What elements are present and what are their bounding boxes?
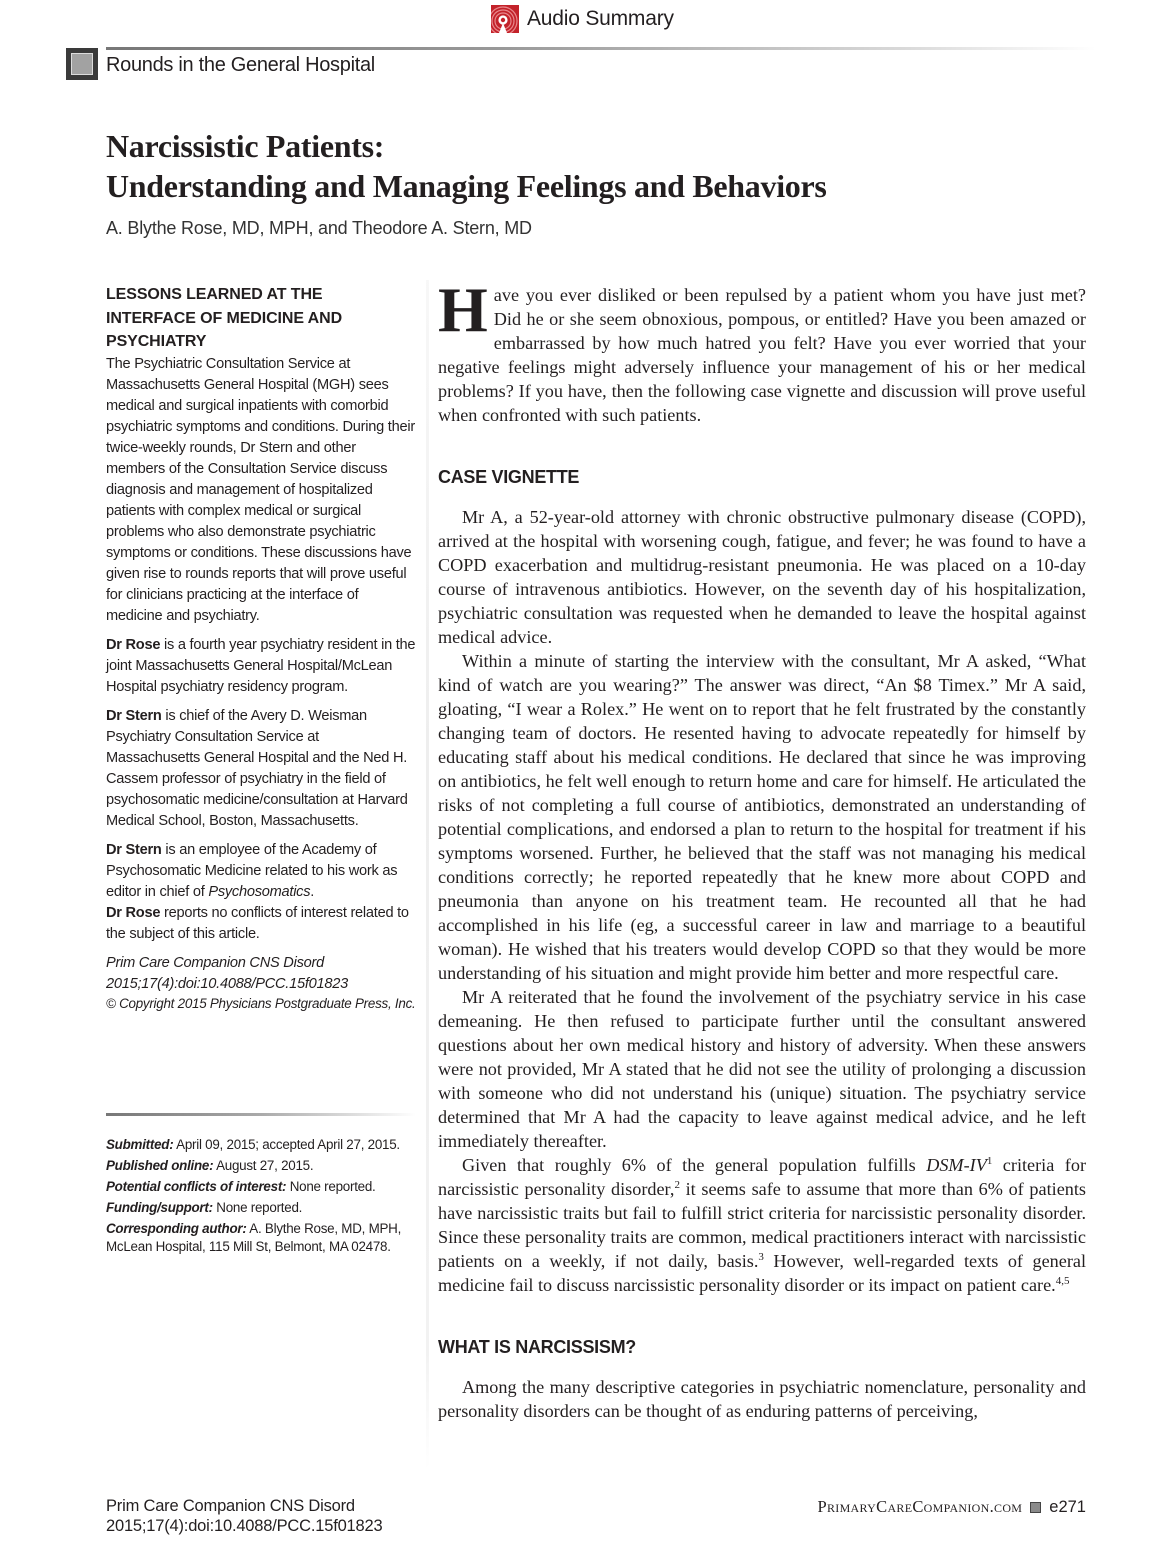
column-divider (426, 280, 429, 1470)
meta-submitted: Submitted: April 09, 2015; accepted April 27, 2015. (106, 1137, 400, 1152)
case-paragraph-2: Within a minute of starting the interview with the consultant, Mr A asked, “What kind of watch are you wearing?” The answer was direct, “An $8 Timex.” Mr A said, gloating, “I wear a Rolex.” He went on to report that he felt frustrated by the constantly changing team of doctors. He resented having to advocate repeatedly for himself by educating staff about his medical conditions. He declared that since he was improving on antibiotics, he felt well enough to return home and care for himself. He articulated the risks of not completing a full course of antibiotics, demonstrated an understanding of potential complications, and endorsed a plan to return to the hospital for treatment if his symptoms worsened. Further, he believed that the staff was not managing his medical conditions correctly; he reported repeatedly that he knew more about COPD and pneumonia than anyone on his treatment team. He recounted all that he had accomplished in his life (eg, a successful career in law and marriage to a beautiful woman). He wished that his treaters would develop COPD so that they would be more understanding of his situation and might provide him better and more respectful care. (438, 651, 1086, 983)
reference-1[interactable]: 1 (986, 1154, 993, 1167)
narcissism-paragraph-1: Among the many descriptive categories in psychiatric nomenclature, personality and personality disorders can be thought of as enduring patterns of perceiving, (438, 1377, 1086, 1421)
title-line-1: Narcissistic Patients: (106, 128, 385, 164)
section-rule (106, 47, 1096, 50)
main-column (438, 274, 1087, 1423)
meta-corresponding: Corresponding author: A. Blythe Rose, MD, MPH, McLean Hospital, 115 Mill St, Belmont, MA 02478. (106, 1221, 402, 1254)
section-title: Rounds in the General Hospital (106, 54, 375, 76)
article-authors: A. Blythe Rose, MD, MPH, and Theodore A. Stern, MD (106, 218, 532, 238)
footer-site-link[interactable]: PrimaryCareCompanion.com (817, 1497, 1023, 1516)
footer-citation: Prim Care Companion CNS Disord 2015;17(4):doi:10.4088/PCC.15f01823 (106, 1497, 383, 1535)
section-marker-icon (66, 48, 98, 80)
footer-separator-icon (1030, 1502, 1041, 1513)
audio-signal-icon (491, 5, 519, 33)
audio-summary-label: Audio Summary (527, 7, 674, 30)
page-number: e271 (1049, 1497, 1086, 1516)
sidebar-heading: LESSONS LEARNED AT THE INTERFACE OF MEDICINE AND PSYCHIATRY (106, 286, 343, 350)
citation: Prim Care Companion CNS Disord 2015;17(4):doi:10.4088/PCC.15f01823 (106, 954, 348, 992)
disclosures: Dr Stern is an employee of the Academy of Psychosomatic Medicine related to his work as editor in chief of Psychosomatics. Dr Rose reports no conflicts of interest related to the subject of this article. (106, 841, 409, 942)
copyright: © Copyright 2015 Physicians Postgraduate Press, Inc. (106, 995, 416, 1011)
article-metadata (106, 1136, 416, 1259)
title-line-2: Understanding and Managing Feelings and Behaviors (106, 168, 827, 204)
meta-conflicts: Potential conflicts of interest: None reported. (106, 1179, 376, 1194)
case-paragraph-1: Mr A, a 52-year-old attorney with chronic obstructive pulmonary disease (COPD), arrived at the hospital with worsening cough, fatigue, and fever; he was found to have a COPD exacerbation and multidrug-resistant pneumonia. He was placed on a 10-day course of intravenous antibiotics. However, on the seventh day of his hospitalization, psychiatric consultation was requested when he demanded to leave the hospital against medical advice. (438, 507, 1086, 647)
sidebar-intro: The Psychiatric Consultation Service at Massachusetts General Hospital (MGH) sees medical and surgical inpatients with comorbid psychiatric symptoms and conditions. During their twice-weekly rounds, Dr Stern and other members of the Consultation Service discuss diagnosis and management of hospitalized patients with complex medical or surgical problems who also demonstrate psychiatric symptoms or conditions. These discussions have given rise to rounds reports that will prove useful for clinicians practicing at the interface of medicine and psychiatry. (106, 355, 415, 624)
footer-right (818, 1497, 1086, 1517)
heading-what-is-narcissism: WHAT IS NARCISSISM? (438, 1337, 636, 1357)
case-paragraph-4: Given that roughly 6% of the general population fulfills DSM-$IV^1$ criteria for narcissistic personality disorder,$^2$ it seems safe to assume that more than 6% of patients have narcissistic traits but fail to fulfill strict criteria for narcissistic personality disorder. Since these personality traits are common, medical practitioners interact with narcissistic patients on a weekly, if not daily, basis.$^3$ However, well-regarded texts of general medicine fail to discuss narcissistic personality disorder or its impact on patient care.$^{4,5}$ (438, 1154, 1087, 1295)
meta-published: Published online: August 27, 2015. (106, 1158, 314, 1173)
drop-cap: H (438, 274, 488, 345)
sidebar-column (106, 283, 416, 1013)
case-paragraph-3: Mr A reiterated that he found the involvement of the psychiatry service in his case demeaning. He then refused to participate further until the consultant answered questions about her own medical history and history of adversity. When these answers were not provided, Mr A stated that he did not see the utility of prolonging a discussion with someone who did not understand his (unique) situation. The psychiatry service determined that Mr A had the capacity to leave against medical advice, and he left immediately thereafter. (438, 987, 1086, 1151)
heading-case-vignette: CASE VIGNETTE (438, 467, 580, 487)
meta-funding: Funding/support: None reported. (106, 1200, 303, 1215)
reference-3[interactable]: 3 (758, 1250, 764, 1263)
article-title (106, 126, 827, 206)
bio-stern: Dr Stern is chief of the Avery D. Weisman Psychiatry Consultation Service at Massachusetts General Hospital and the Ned H. Cassem professor of psychiatry in the field of psychosomatic medicine/consultation at Harvard Medical School, Boston, Massachusetts. (106, 707, 408, 829)
intro-paragraph: Have you ever disliked or been repulsed by a patient whom you have just met? Did he or she seem obnoxious, pompous, or entitled? Have you been amazed or embarrassed by how much hatred you felt? Have you ever worried that your negative feelings might adversely influence your management of his or her medical problems? If you have, then the following case vignette and discussion will prove useful when confronted with such patients. (438, 274, 1086, 425)
sidebar-rule (106, 1113, 416, 1116)
reference-4-5[interactable]: 4,5 (1055, 1274, 1070, 1287)
reference-2[interactable]: 2 (674, 1178, 680, 1191)
bio-rose: Dr Rose is a fourth year psychiatry resident in the joint Massachusetts General Hospital/McLean Hospital psychiatry residency program. (106, 636, 416, 695)
audio-summary-link[interactable] (491, 4, 674, 34)
